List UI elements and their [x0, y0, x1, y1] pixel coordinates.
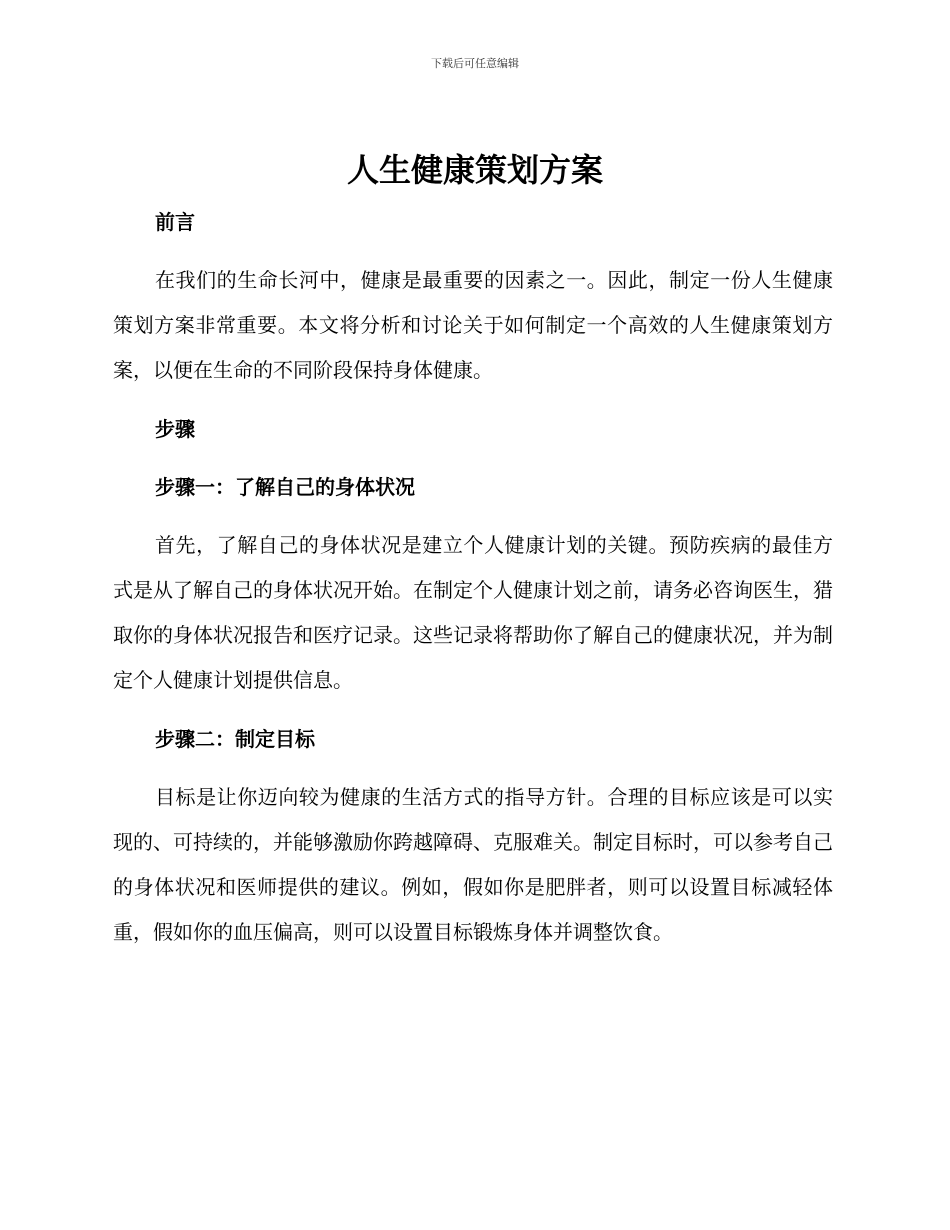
header-note: 下载后可任意编辑 — [431, 57, 519, 70]
preface-paragraph: 在我们的生命长河中，健康是最重要的因素之一。因此，制定一份人生健康策划方案非常重要。本文将分析和讨论关于如何制定一个高效的人生健康策划方案，以便在生命的不同阶段保持身体健康。 — [113, 268, 833, 382]
step2-paragraph: 目标是让你迈向较为健康的生活方式的指导方针。合理的目标应该是可以实现的、可持续的，并能够激励你跨越障碍、克服难关。制定目标时，可以参考自己的身体状况和医师提供的建议。例如，假如你是肥胖者，则可以设置目标减轻体重，假如你的血压偏高，则可以设置目标锻炼身体并调整饮食。 — [113, 785, 833, 944]
step1-heading: 步骤一：了解自己的身体状况 — [155, 475, 415, 499]
steps-heading: 步骤 — [155, 417, 195, 441]
step1-paragraph: 首先，了解自己的身体状况是建立个人健康计划的关键。预防疾病的最佳方式是从了解自己的身体状况开始。在制定个人健康计划之前，请务必咨询医生，猎取你的身体状况报告和医疗记录。这些记录将帮助你了解自己的健康状况，并为制定个人健康计划提供信息。 — [113, 533, 833, 692]
document-title: 人生健康策划方案 — [346, 151, 603, 189]
step2-heading: 步骤二：制定目标 — [155, 727, 315, 751]
document-body — [113, 200, 833, 955]
preface-heading: 前言 — [155, 210, 195, 234]
